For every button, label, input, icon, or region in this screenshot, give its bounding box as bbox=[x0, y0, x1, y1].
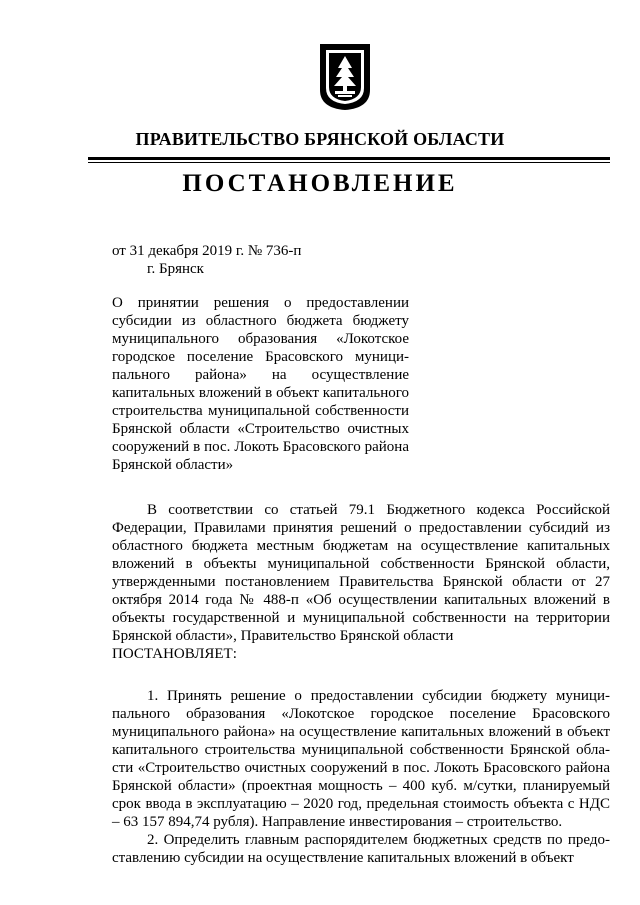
government-title: ПРАВИТЕЛЬСТВО БРЯНСКОЙ ОБЛАСТИ bbox=[135, 129, 505, 149]
city: г. Брянск bbox=[147, 261, 204, 277]
header-rule-thin bbox=[88, 162, 610, 163]
header-rule-thick bbox=[88, 157, 610, 160]
coat-of-arms-icon bbox=[318, 42, 372, 112]
document-meta bbox=[112, 242, 301, 278]
preamble-paragraph: В соответствии со статьей 79.1 Бюджетного кодекса Российской Федерации, Правилами принятия решений о предоставлении субсидий из областного бюджета местным бюджетам на осуществление капитальных вложений в объекты муниципальной собственности Брянской области, утвержденными постановлением Правительства Брянской области от 27 октября 2014 года № 488-п «Об осуществлении капитальных вложений в объекты государственной и муниципальной собственности на территории Брянской области», Правительство Брянской области bbox=[112, 502, 610, 644]
resolves-heading: ПОСТАНОВЛЯЕТ: bbox=[112, 646, 237, 662]
document-type: ПОСТАНОВЛЕНИЕ bbox=[182, 170, 458, 197]
item-2-paragraph: 2. Определить главным распорядителем бюджетных средств по предоставлению субсидии на осуществление капитальных вложений в объект bbox=[112, 832, 610, 866]
document-body bbox=[112, 501, 610, 867]
item-1-paragraph: 1. Принять решение о предоставлении субсидии бюджету муниципального образования «Локотское городское поселение Брасовского муниципального района» на осуществление капитальных вложений в объект капитального строительства муниципальной собственности Брянской области «Строительство очистных сооружений в пос. Локоть Брасовского района Брянской области» (проектная мощность – 400 куб. м/сутки, планируемый срок ввода в эксплуатацию – 2020 год, предельная стоимость объекта с НДС – 63 157 894,74 рубля). Направление инвестирования – строительство. bbox=[112, 688, 610, 830]
document-subject: О принятии решения о предоставлении субсидии из областного бюджета бюджету муниципального образования «Локотское городское поселение Брасовского муниципального района» на осуществление капитальных вложений в объект капитального строительства муниципальной собственности Брянской области «Строительство очистных сооружений в пос. Локоть Брасовского района Брянской области» bbox=[112, 295, 409, 473]
date-number: от 31 декабря 2019 г. № 736-п bbox=[112, 243, 302, 259]
